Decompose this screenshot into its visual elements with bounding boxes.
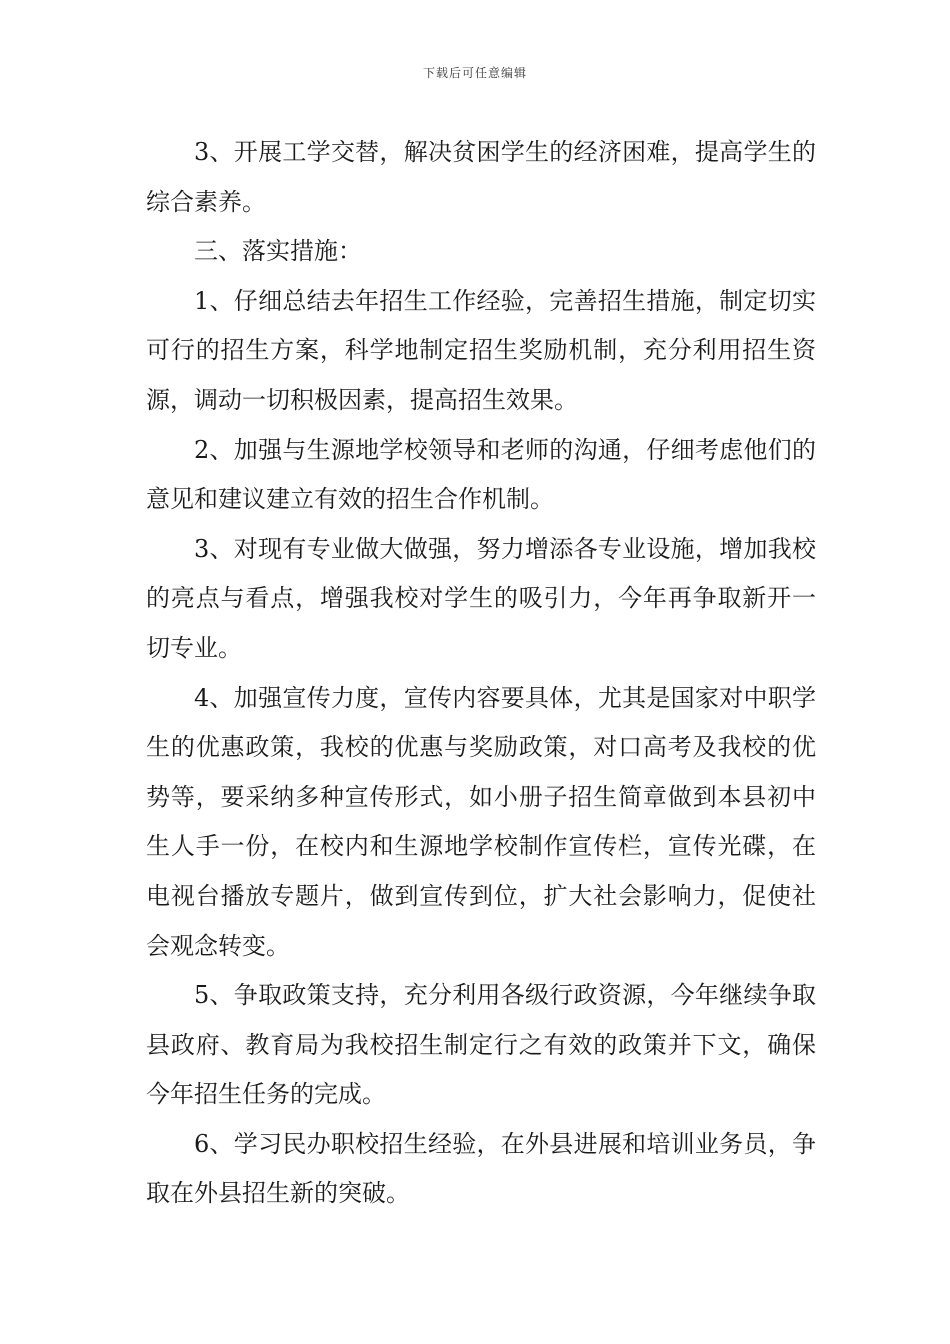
paragraph-work-study: 3、开展工学交替，解决贫困学生的经济困难，提高学生的综合素养。 — [146, 138, 816, 216]
paragraph-measure-5: 5、争取政策支持，充分利用各级行政资源，今年继续争取县政府、教育局为我校招生制定行之有效的政策并下文，确保今年招生任务的完成。 — [146, 981, 816, 1109]
page-header: 下载后可任意编辑 — [422, 66, 527, 80]
paragraph-measure-3: 3、对现有专业做大做强，努力增添各专业设施，增加我校的亮点与看点，增强我校对学生的吸引力，今年再争取新开一切专业。 — [146, 534, 816, 662]
paragraph-measure-1: 1、仔细总结去年招生工作经验，完善招生措施，制定切实可行的招生方案，科学地制定招生奖励机制，充分利用招生资源，调动一切积极因素，提高招生效果。 — [146, 286, 816, 414]
document-body — [146, 128, 816, 1219]
paragraph-measure-2: 2、加强与生源地学校领导和老师的沟通，仔细考虑他们的意见和建议建立有效的招生合作机制。 — [146, 435, 816, 514]
section-heading-measures: 三、落实措施： — [194, 237, 362, 266]
paragraph-measure-4: 4、加强宣传力度，宣传内容要具体，尤其是国家对中职学生的优惠政策，我校的优惠与奖励政策，对口高考及我校的优势等，要采纳多种宣传形式，如小册子招生简章做到本县初中生人手一份，在校内和生源地学校制作宣传栏，宣传光碟，在电视台播放专题片，做到宣传到位，扩大社会影响力，促使社会观念转变。 — [146, 683, 816, 960]
paragraph-measure-6: 6、学习民办职校招生经验，在外县进展和培训业务员，争取在外县招生新的突破。 — [146, 1129, 816, 1208]
